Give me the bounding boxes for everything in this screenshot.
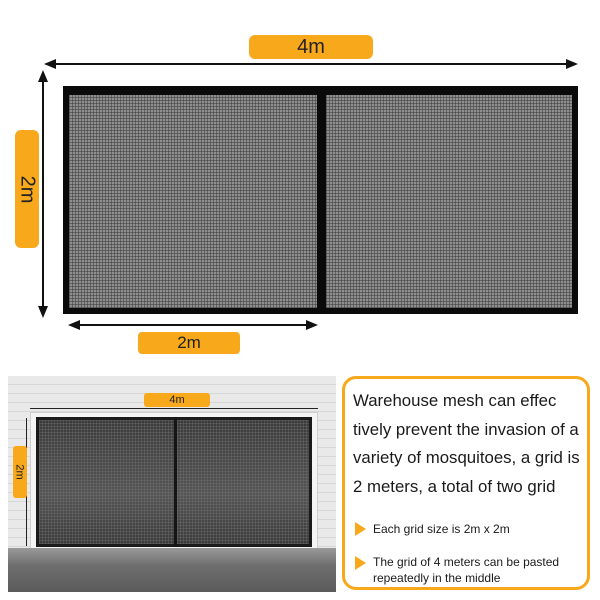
arrow-left-icon [68, 320, 80, 330]
arrow-left-icon [44, 59, 56, 69]
arrow-up-icon [38, 70, 48, 82]
mesh-panel-left [69, 95, 317, 308]
arrow-right-icon [566, 59, 578, 69]
photo-height-label-text: 2m [14, 464, 26, 480]
arrow-down-icon [38, 306, 48, 318]
photo-width-label-text: 4m [169, 394, 185, 406]
product-info-box [342, 376, 590, 590]
grid-label [138, 332, 240, 354]
garage-mesh-divider [174, 417, 177, 547]
grid-label-text: 2m [177, 333, 201, 352]
width-dimension-line [48, 63, 574, 65]
garage-photo [8, 376, 336, 592]
garage-floor [8, 548, 336, 592]
photo-width-line [30, 408, 318, 409]
bullet-arrow-icon [355, 522, 366, 536]
bullet-arrow-icon [355, 556, 366, 570]
product-description: Warehouse mesh can effec tively prevent the invasion of a variety of mosquitoes, a grid is 2 meters, a total of two grid [353, 391, 580, 496]
photo-height-label [13, 446, 27, 498]
height-label-text: 2m [16, 175, 39, 203]
arrow-right-icon [306, 320, 318, 330]
grid-dimension-line [72, 324, 314, 326]
width-label-text: 4m [297, 35, 325, 58]
photo-width-label [144, 393, 210, 407]
bullet-item: The grid of 4 meters can be pasted repeatedly in the middle [373, 555, 560, 585]
mesh-panel-right [326, 95, 572, 308]
height-label [15, 130, 39, 248]
bullet-item: Each grid size is 2m x 2m [373, 522, 510, 536]
width-label [249, 35, 373, 59]
height-dimension-line [42, 76, 44, 312]
